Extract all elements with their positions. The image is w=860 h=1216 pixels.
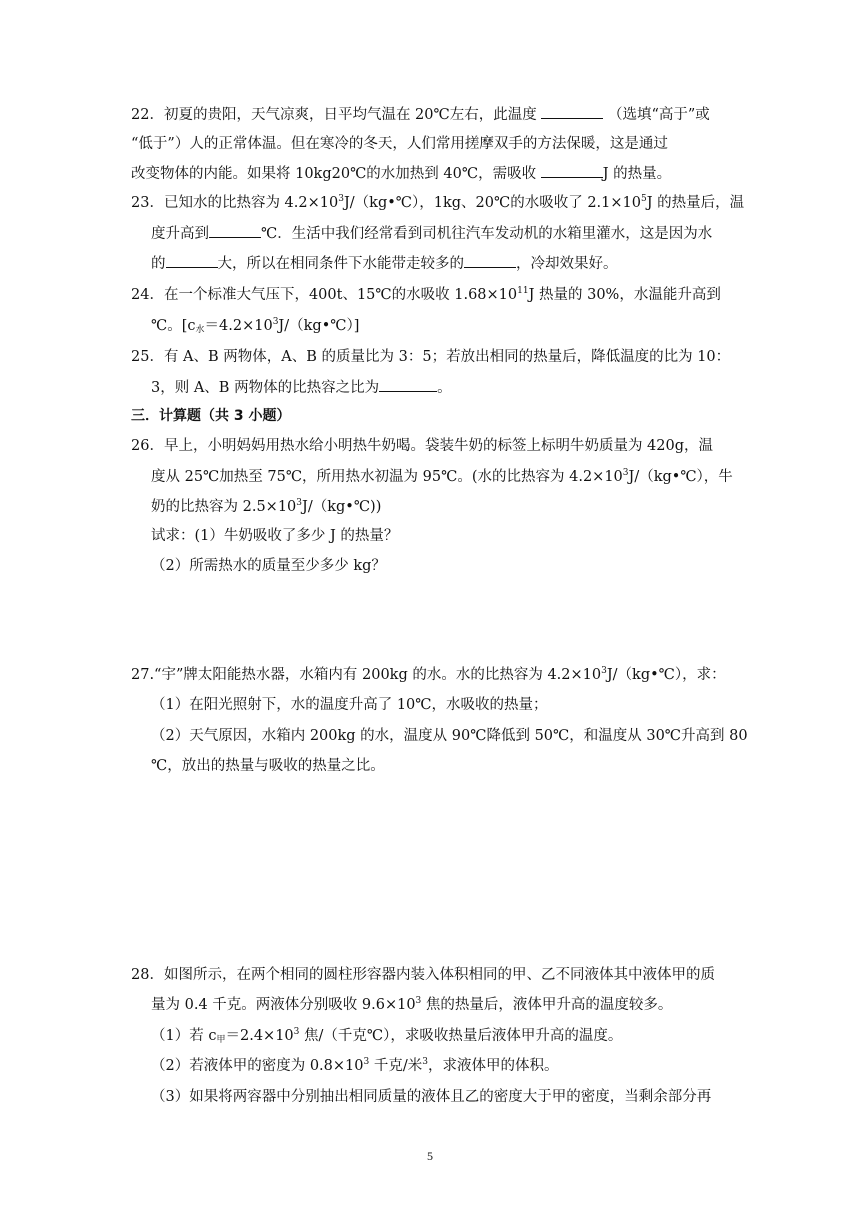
q22-line3-end: J 的热量。 [602,166,672,182]
q28-l2-b: 焦的热量后，液体甲升高的温度较多。 [421,997,673,1013]
answer-blank[interactable] [541,163,603,178]
q25-l2-text: 3，则 A、B 两物体的比热容之比为 [151,380,380,396]
q28-sub1 [151,1026,622,1046]
subscript: 甲 [216,1035,226,1045]
q28-sub3: （3）如果将两容器中分别抽出相同质量的液体且乙的密度大于甲的密度，当剩余部分再 [151,1089,712,1105]
q23-text-c: J 的热量后，温 [646,195,745,211]
q23-text-b: J/（kg•℃），1kg、20℃的水吸收了 2.1×10 [343,195,641,211]
q23-line1 [131,193,744,213]
q26-l2-b: J/（kg•℃），牛 [628,469,733,485]
q26-l3-b: J/（kg•℃)) [302,499,382,515]
answer-blank[interactable] [464,253,516,268]
q28-line2 [151,995,672,1015]
q24-text-b: J 热量的 30%，水温能升高到 [528,287,721,303]
q27-sub2-cont: ℃，放出的热量与吸收的热量之比。 [151,758,385,774]
q23-l2-end: ℃．生活中我们经常看到司机往汽车发动机的水箱里灌水，这是因为水 [261,226,713,242]
q22-line1-end: （选填“高于”或 [607,107,710,123]
q22-line3 [131,163,671,184]
q28-l4-c: ，求液体甲的体积。 [427,1058,559,1074]
exponent: 3 [296,498,303,508]
q26-l2-a: 度从 25℃加热至 75℃，所用热水初温为 95℃。(水的比热容为 4.2×10 [151,469,623,485]
q22-line1-text: 22．初夏的贵阳，天气凉爽，日平均气温在 20℃左右，此温度 [131,107,537,123]
q22-line3-text: 改变物体的内能。如果将 10kg20℃的水加热到 40℃，需吸收 [131,166,537,182]
q26-line1: 26．早上，小明妈妈用热水给小明热牛奶喝。袋装牛奶的标签上标明牛奶质量为 420g，温 [131,438,714,454]
exponent: 5 [641,194,647,204]
q24-l2-c: J/（kg•℃）] [278,318,360,334]
q27-sub2: （2）天气原因，水箱内 200kg 的水，温度从 90℃降低到 50℃，和温度从 30℃升高到 80 [151,728,748,744]
q24-l2-a: ℃。[c [151,318,196,334]
q28-l3-c: 焦/（千克℃），求吸收热量后液体甲升高的温度。 [299,1028,623,1044]
q24-text-a: 24．在一个标准大气压下，400t、15℃的水吸收 1.68×10 [131,287,518,303]
exponent: 3 [293,1027,300,1037]
q23-line3 [151,253,618,274]
q23-l2-text: 度升高到 [151,226,209,242]
q27-l1-b: J/（kg•℃），求： [606,667,726,683]
q27-sub1: （1）在阳光照射下，水的温度升高了 10℃，水吸收的热量； [151,697,548,713]
exponent: 3 [338,194,344,204]
exponent: 3 [622,468,629,478]
answer-blank[interactable] [166,253,218,268]
q23-l3-text: 的 [151,256,166,272]
q28-l4-a: （2）若液体甲的密度为 0.8×10 [151,1058,364,1074]
exponent: 3 [601,666,607,676]
q22-line2: “低于”）人的正常体温。但在寒冷的冬天，人们常用搓摩双手的方法保暖，这是通过 [131,136,668,152]
q28-l3-a: （1）若 c [151,1028,217,1044]
q28-l4-b: 千克/米 [369,1058,423,1074]
section-heading: 三．计算题（共 3 小题） [131,408,291,424]
q26-sub2: （2）所需热水的质量至少多少 kg？ [151,558,386,574]
exponent: 3 [422,1057,428,1067]
q24-line1 [131,285,721,305]
q23-text-a: 23．已知水的比热容为 4.2×10 [131,195,339,211]
q26-line2 [151,467,733,487]
q25-l2-end: 。 [437,380,452,396]
q27-line1 [131,665,726,685]
exponent: 11 [517,286,529,296]
q23-l3-mid: 大，所以在相同条件下水能带走较多的 [217,256,464,272]
q25-line1: 25．有 A、B 两物体，A、B 的质量比为 3：5；若放出相同的热量后，降低温度的比为 10： [131,349,731,365]
q22-line1 [131,104,710,125]
q23-line2 [151,223,712,244]
page-number: 5 [427,1149,433,1163]
exponent: 3 [363,1057,370,1067]
answer-blank[interactable] [379,377,437,392]
q28-l2-a: 量为 0.4 千克。两液体分别吸收 9.6×10 [151,997,416,1013]
answer-blank[interactable] [541,104,603,119]
q28-l3-b: ＝2.4×10 [225,1028,294,1044]
q28-sub2 [151,1056,558,1076]
exponent: 3 [272,317,279,327]
q26-line3 [151,497,381,517]
q24-line2 [151,316,359,336]
q27-l1-a: 27.“宇”牌太阳能热水器，水箱内有 200kg 的水。水的比热容为 4.2×10 [131,667,602,683]
q25-line2 [151,377,452,398]
q28-line1: 28．如图所示，在两个相同的圆柱形容器内装入体积相同的甲、乙不同液体其中液体甲的质 [131,967,715,983]
q23-l3-end: ，冷却效果好。 [516,256,618,272]
subscript: 水 [195,325,205,335]
q26-sub1: 试求：(1）牛奶吸收了多少 J 的热量？ [151,528,399,544]
answer-blank[interactable] [209,223,261,238]
q24-l2-b: ＝4.2×10 [204,318,273,334]
exponent: 3 [415,996,422,1006]
q26-l3-a: 奶的比热容为 2.5×10 [151,499,297,515]
